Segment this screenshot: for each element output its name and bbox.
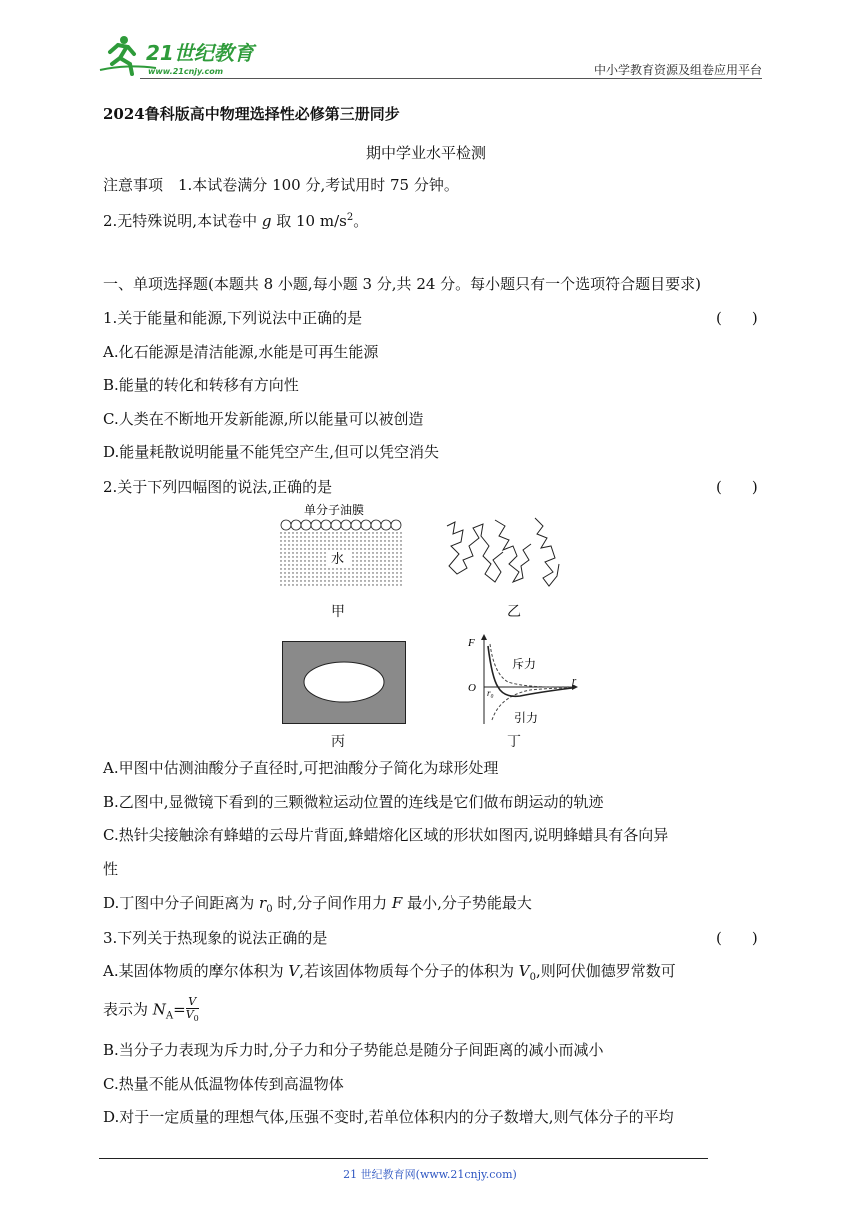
q1-stem: 1.关于能量和能源,下列说法中正确的是 bbox=[103, 309, 363, 327]
q3-option-a-line1: A.某固体物质的摩尔体积为 V,若该固体物质每个分子的体积为 $V_0$,则阿伏伽德罗常数可 bbox=[103, 962, 676, 983]
label-F: F bbox=[468, 637, 475, 649]
oil-film-label: 单分子油膜 bbox=[304, 503, 365, 517]
caption-jia: 甲 bbox=[331, 604, 345, 620]
note-line-2: 2.无特殊说明,本试卷中 g 取 10 $m/s^2$。 bbox=[103, 212, 369, 230]
q3-option-a-line2: 表示为 $N_A=$ $\frac{V}{V_0}$ bbox=[103, 995, 199, 1024]
melted-wax-region bbox=[304, 662, 384, 702]
figure-yi-brownian-paths bbox=[443, 516, 563, 588]
logo-text: 21世纪教育 bbox=[146, 41, 254, 65]
header-platform-text: 中小学教育资源及组卷应用平台 bbox=[593, 63, 762, 77]
doc-subtitle: 期中学业水平检测 bbox=[366, 144, 487, 162]
section-heading: 一、单项选择题(本题共 8 小题,每小题 3 分,共 24 分。每小题只有一个选项符合题目要求) bbox=[103, 275, 702, 293]
q2-option-c-line2: 性 bbox=[103, 860, 119, 878]
logo-url: www.21cnjy.com bbox=[148, 67, 224, 76]
label-O: O bbox=[468, 682, 476, 694]
q2-stem: 2.关于下列四幅图的说法,正确的是 bbox=[103, 478, 333, 496]
q1-answer-paren: ( ) bbox=[716, 309, 758, 327]
doc-title: 2024鲁科版高中物理选择性必修第三册同步 bbox=[103, 105, 400, 123]
q1-option-d: D.能量耗散说明能量不能凭空产生,但可以凭空消失 bbox=[103, 443, 440, 461]
net-force-curve bbox=[488, 646, 572, 696]
q3-answer-paren: ( ) bbox=[716, 929, 758, 947]
q2-option-b: B.乙图中,显微镜下看到的三颗微粒运动位置的连线是它们做布朗运动的轨迹 bbox=[103, 793, 604, 811]
caption-ding: 丁 bbox=[507, 734, 521, 750]
fraction-v-over-v0: $\frac{V}{V_0}$ bbox=[185, 995, 199, 1024]
q3-option-c: C.热量不能从低温物体传到高温物体 bbox=[103, 1075, 344, 1093]
figure-ding-force-curve bbox=[460, 632, 584, 728]
caption-bing: 丙 bbox=[331, 734, 345, 750]
label-r: r bbox=[572, 675, 577, 687]
figure-bing-wax-melt bbox=[282, 641, 406, 724]
q3-stem: 3.下列关于热现象的说法正确的是 bbox=[103, 929, 328, 947]
figure-jia-oil-film bbox=[276, 500, 406, 592]
footer-divider bbox=[99, 1158, 708, 1159]
q2-option-a: A.甲图中估测油酸分子直径时,可把油酸分子简化为球形处理 bbox=[103, 759, 499, 777]
water-label: 水 bbox=[331, 551, 345, 566]
q3-option-d: D.对于一定质量的理想气体,压强不变时,若单位体积内的分子数增大,则气体分子的平均 bbox=[103, 1108, 674, 1126]
note-line-1: 注意事项 1.本试卷满分 100 分,考试用时 75 分钟。 bbox=[103, 176, 459, 194]
site-logo[interactable] bbox=[96, 34, 261, 78]
q3-option-b: B.当分子力表现为斥力时,分子力和分子势能总是随分子间距离的减小而减小 bbox=[103, 1041, 604, 1059]
particle-path-3 bbox=[535, 518, 559, 586]
label-repulsion: 斥力 bbox=[512, 657, 537, 671]
header-divider bbox=[140, 78, 762, 79]
footer-link[interactable]: 21 世纪教育网(www.21cnjy.com) bbox=[343, 1168, 517, 1181]
q1-option-c: C.人类在不断地开发新能源,所以能量可以被创造 bbox=[103, 410, 424, 428]
caption-yi: 乙 bbox=[507, 604, 521, 620]
q1-option-a: A.化石能源是清洁能源,水能是可再生能源 bbox=[103, 343, 379, 361]
particle-path-1 bbox=[447, 522, 503, 582]
page-header bbox=[96, 34, 762, 80]
q2-option-d: D.丁图中分子间距离为 $r_0$ 时,分子间作用力 F 最小,分子势能最大 bbox=[103, 894, 532, 915]
q1-option-b: B.能量的转化和转移有方向性 bbox=[103, 376, 299, 394]
label-r0: r₀ bbox=[487, 688, 494, 698]
q2-option-c-line1: C.热针尖接触涂有蜂蜡的云母片背面,蜂蜡熔化区域的形状如图丙,说明蜂蜡具有各向异 bbox=[103, 826, 669, 844]
label-attraction: 引力 bbox=[514, 711, 539, 725]
q2-answer-paren: ( ) bbox=[716, 478, 758, 496]
